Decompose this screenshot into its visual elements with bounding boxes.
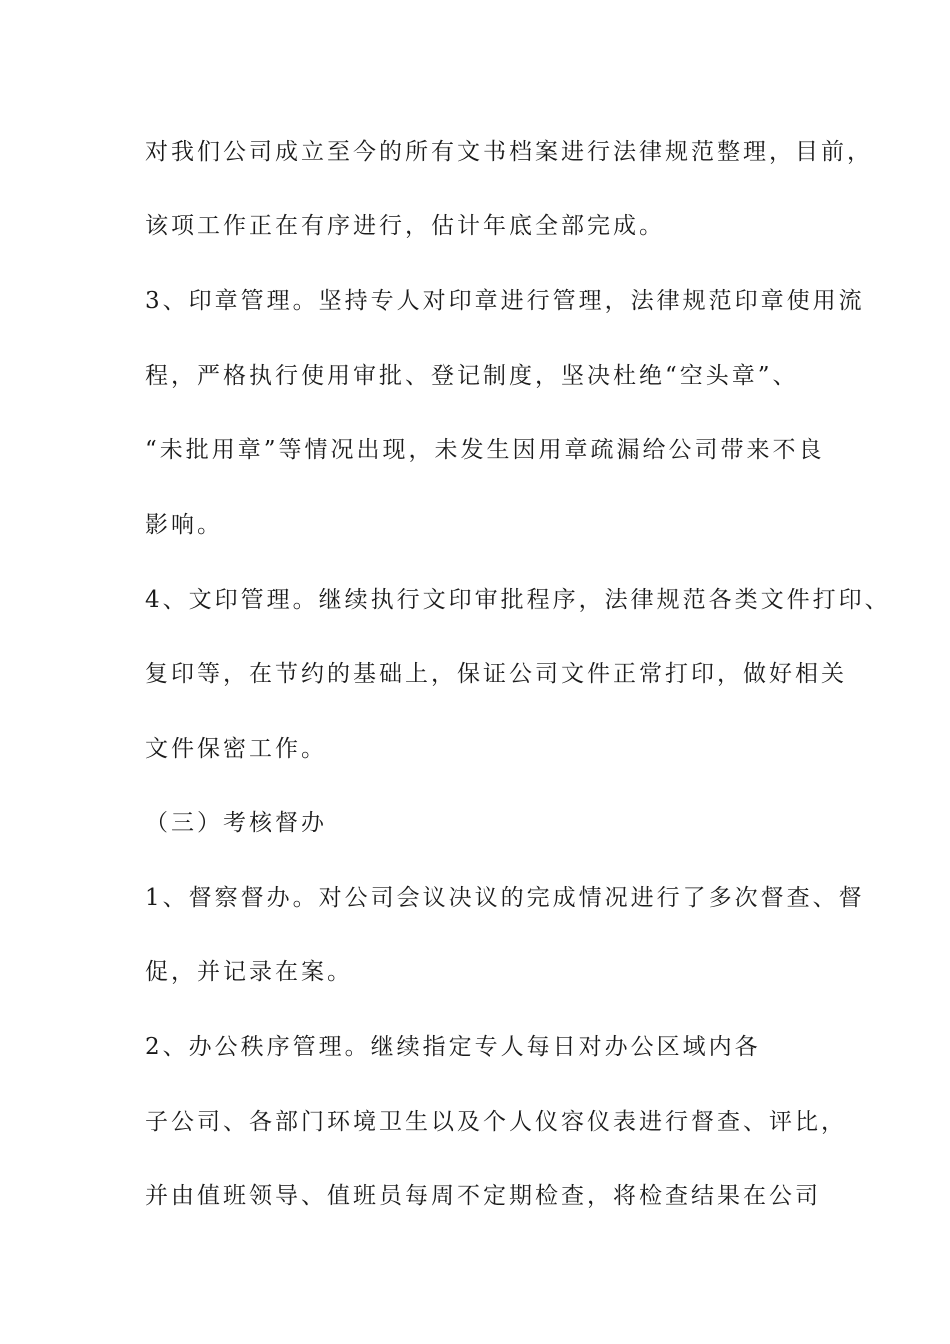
- text-line: 复印等，在节约的基础上，保证公司文件正常打印，做好相关: [145, 661, 847, 687]
- text-line: 程，严格执行使用审批、登记制度，坚决杜绝“空头章”、: [145, 363, 799, 389]
- text-line: 子公司、各部门环境卫生以及个人仪容仪表进行督查、评比，: [145, 1109, 847, 1135]
- text-line: 1、督察督办。对公司会议决议的完成情况进行了多次督查、督: [145, 885, 865, 911]
- text-line: 4、文印管理。继续执行文印审批程序，法律规范各类文件打印、: [145, 587, 891, 613]
- text-line: “未批用章”等情况出现，未发生因用章疏漏给公司带来不良: [145, 437, 825, 463]
- text-line: 对我们公司成立至今的所有文书档案进行法律规范整理，目前，: [145, 139, 873, 165]
- text-line: 该项工作正在有序进行，估计年底全部完成。: [145, 213, 665, 239]
- text-line: 促，并记录在案。: [145, 959, 353, 985]
- text-line: 3、印章管理。坚持专人对印章进行管理，法律规范印章使用流: [145, 288, 865, 314]
- section-heading: （三）考核督办: [145, 810, 327, 836]
- text-line: 2、办公秩序管理。继续指定专人每日对办公区域内各: [145, 1034, 761, 1060]
- text-line: 并由值班领导、值班员每周不定期检查，将检查结果在公司: [145, 1183, 821, 1209]
- text-line: 影响。: [145, 512, 223, 538]
- text-line: 文件保密工作。: [145, 736, 327, 762]
